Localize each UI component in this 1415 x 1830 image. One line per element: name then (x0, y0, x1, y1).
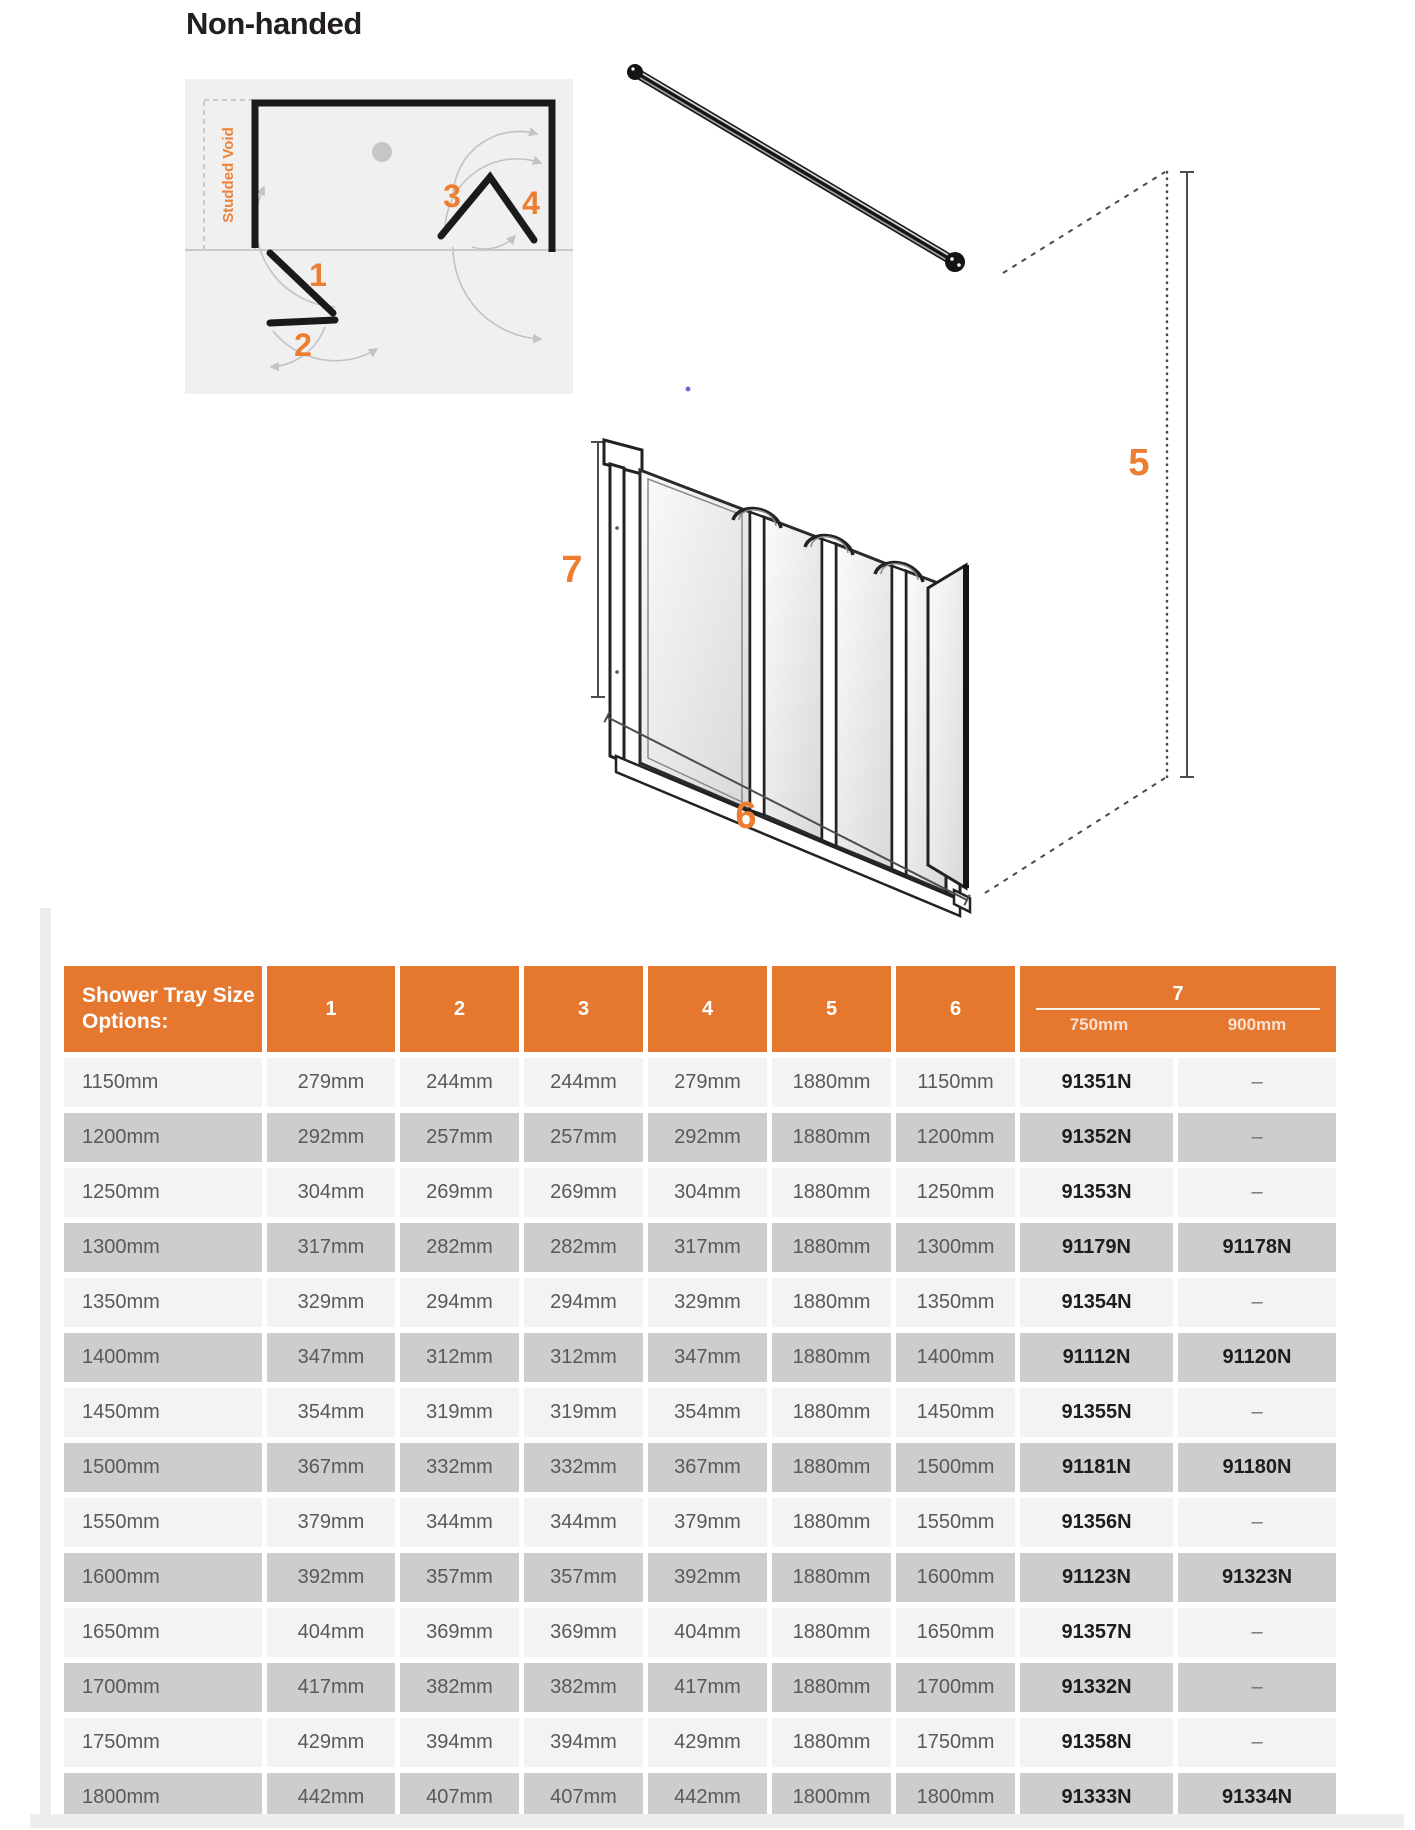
dimension-cell: 332mm (524, 1443, 643, 1492)
row-size-label: 1150mm (64, 1058, 262, 1107)
dimension-cell: 279mm (648, 1058, 767, 1107)
dimension-cell: 319mm (400, 1388, 519, 1437)
part-number-cell: 91178N (1178, 1223, 1336, 1272)
dimension-cell: 382mm (524, 1663, 643, 1712)
part-number-cell: – (1178, 1113, 1336, 1162)
folding-screen (604, 387, 970, 917)
isometric-drawing (550, 50, 1210, 920)
dimension-cell: 1880mm (772, 1223, 891, 1272)
dimension-cell: 429mm (648, 1718, 767, 1767)
dimension-cell: 347mm (267, 1333, 395, 1382)
table-row (64, 1718, 1336, 1767)
dimension-cell: 312mm (400, 1333, 519, 1382)
header-col-6: 6 (896, 966, 1015, 1052)
dimension-cell: 369mm (400, 1608, 519, 1657)
part-number-cell: 91112N (1020, 1333, 1173, 1382)
header-col-1: 1 (267, 966, 395, 1052)
panel-4-label: 4 (522, 185, 540, 221)
dimension-cell: 292mm (648, 1113, 767, 1162)
part-number-cell: – (1178, 1663, 1336, 1712)
header-col-7-divider (1036, 1008, 1320, 1010)
dimension-cell: 1550mm (896, 1498, 1015, 1547)
row-size-label: 1750mm (64, 1718, 262, 1767)
dimension-cell: 347mm (648, 1333, 767, 1382)
part-number-cell: – (1178, 1718, 1336, 1767)
page-edge-strip-bottom (30, 1814, 1404, 1828)
spec-table (64, 966, 1336, 1822)
studded-void-label: Studded Void (219, 127, 237, 223)
table-row (64, 1278, 1336, 1327)
panel-1-label: 1 (309, 257, 327, 293)
row-size-label: 1300mm (64, 1223, 262, 1272)
part-number-cell: 91357N (1020, 1608, 1173, 1657)
dimension-5-label: 5 (1128, 442, 1150, 484)
top-rail (627, 64, 965, 272)
dimension-cell: 344mm (524, 1498, 643, 1547)
dimension-cell: 1880mm (772, 1113, 891, 1162)
header-col-2: 2 (400, 966, 519, 1052)
panel-2-line (270, 320, 335, 323)
header-col-3: 3 (524, 966, 643, 1052)
dimension-line-7 (591, 442, 605, 697)
part-number-cell: – (1178, 1388, 1336, 1437)
part-number-cell: 91356N (1020, 1498, 1173, 1547)
part-number-cell: 91179N (1020, 1223, 1173, 1272)
dimension-cell: 329mm (267, 1278, 395, 1327)
part-number-cell: 91358N (1020, 1718, 1173, 1767)
dimension-cell: 1880mm (772, 1333, 891, 1382)
side-panel (928, 565, 966, 888)
table-row (64, 1333, 1336, 1382)
stray-dot (686, 387, 691, 392)
part-number-cell: – (1178, 1498, 1336, 1547)
dimension-7-label: 7 (561, 549, 583, 591)
part-number-cell: 91354N (1020, 1278, 1173, 1327)
dimension-cell: 394mm (524, 1718, 643, 1767)
dimension-cell: 1200mm (896, 1113, 1015, 1162)
part-number-cell: – (1178, 1168, 1336, 1217)
table-row (64, 1168, 1336, 1217)
table-row (64, 1388, 1336, 1437)
dimension-cell: 1500mm (896, 1443, 1015, 1492)
dimension-cell: 1880mm (772, 1553, 891, 1602)
shower-drain-icon (372, 142, 392, 162)
part-number-cell: 91334N (1178, 1773, 1336, 1822)
row-size-label: 1500mm (64, 1443, 262, 1492)
dimension-cell: 357mm (524, 1553, 643, 1602)
dimension-cell: 319mm (524, 1388, 643, 1437)
dimension-cell: 332mm (400, 1443, 519, 1492)
row-size-label: 1350mm (64, 1278, 262, 1327)
table-row (64, 1663, 1336, 1712)
dimension-cell: 1450mm (896, 1388, 1015, 1437)
table-body (64, 1058, 1336, 1822)
dimension-cell: 392mm (267, 1553, 395, 1602)
dimension-cell: 404mm (267, 1608, 395, 1657)
table-header-row (64, 966, 1336, 1052)
dimension-cell: 367mm (648, 1443, 767, 1492)
dimension-cell: 407mm (524, 1773, 643, 1822)
dimension-cell: 1800mm (772, 1773, 891, 1822)
dimension-cell: 344mm (400, 1498, 519, 1547)
part-number-cell: 91332N (1020, 1663, 1173, 1712)
plan-view-diagram (185, 79, 573, 394)
construction-lines (985, 172, 1167, 893)
dimension-cell: 1880mm (772, 1388, 891, 1437)
row-size-label: 1700mm (64, 1663, 262, 1712)
dimension-cell: 1800mm (896, 1773, 1015, 1822)
row-size-label: 1550mm (64, 1498, 262, 1547)
dimension-cell: 1880mm (772, 1663, 891, 1712)
part-number-cell: 91353N (1020, 1168, 1173, 1217)
header-col-7-750mm: 750mm (1069, 1014, 1129, 1034)
dimension-cell: 1880mm (772, 1168, 891, 1217)
dimension-cell: 379mm (267, 1498, 395, 1547)
dimension-cell: 379mm (648, 1498, 767, 1547)
row-size-label: 1200mm (64, 1113, 262, 1162)
dimension-cell: 369mm (524, 1608, 643, 1657)
part-number-cell: 91352N (1020, 1113, 1173, 1162)
dimension-cell: 1250mm (896, 1168, 1015, 1217)
table-row (64, 1223, 1336, 1272)
dimension-cell: 244mm (524, 1058, 643, 1107)
header-size-options: Shower Tray Size Options: (64, 966, 262, 1052)
dimension-cell: 312mm (524, 1333, 643, 1382)
dimension-cell: 382mm (400, 1663, 519, 1712)
row-size-label: 1800mm (64, 1773, 262, 1822)
header-col-4: 4 (648, 966, 767, 1052)
dimension-cell: 1700mm (896, 1663, 1015, 1712)
dimension-cell: 1400mm (896, 1333, 1015, 1382)
dimension-cell: 1600mm (896, 1553, 1015, 1602)
part-number-cell: 91355N (1020, 1388, 1173, 1437)
page-title: Non-handed (186, 6, 362, 41)
dimension-cell: 404mm (648, 1608, 767, 1657)
dimension-cell: 1880mm (772, 1278, 891, 1327)
row-size-label: 1400mm (64, 1333, 262, 1382)
table-row (64, 1113, 1336, 1162)
dimension-cell: 317mm (648, 1223, 767, 1272)
dimension-cell: 294mm (400, 1278, 519, 1327)
dimension-cell: 429mm (267, 1718, 395, 1767)
dimension-cell: 1880mm (772, 1058, 891, 1107)
dimension-cell: 394mm (400, 1718, 519, 1767)
dimension-cell: 1880mm (772, 1443, 891, 1492)
page-edge-strip-left (40, 908, 51, 1814)
dimension-cell: 1880mm (772, 1718, 891, 1767)
part-number-cell: – (1178, 1608, 1336, 1657)
dimension-cell: 269mm (524, 1168, 643, 1217)
dimension-cell: 1650mm (896, 1608, 1015, 1657)
dimension-cell: 367mm (267, 1443, 395, 1492)
dimension-cell: 1880mm (772, 1498, 891, 1547)
dimension-cell: 304mm (267, 1168, 395, 1217)
dimension-cell: 257mm (400, 1113, 519, 1162)
part-number-cell: 91181N (1020, 1443, 1173, 1492)
dimension-cell: 282mm (400, 1223, 519, 1272)
part-number-cell: – (1178, 1058, 1336, 1107)
dimension-cell: 279mm (267, 1058, 395, 1107)
table-row (64, 1498, 1336, 1547)
table-row (64, 1443, 1336, 1492)
dimension-cell: 329mm (648, 1278, 767, 1327)
dimension-line-5 (1180, 172, 1194, 777)
header-col-7-900mm: 900mm (1227, 1014, 1287, 1034)
dimension-cell: 257mm (524, 1113, 643, 1162)
part-number-cell: 91180N (1178, 1443, 1336, 1492)
row-size-label: 1450mm (64, 1388, 262, 1437)
table-row (64, 1608, 1336, 1657)
part-number-cell: 91333N (1020, 1773, 1173, 1822)
panel-3-label: 3 (443, 178, 461, 214)
dimension-cell: 1300mm (896, 1223, 1015, 1272)
dimension-cell: 417mm (648, 1663, 767, 1712)
dimension-cell: 392mm (648, 1553, 767, 1602)
header-col-7-group (1020, 966, 1336, 1052)
dimension-cell: 282mm (524, 1223, 643, 1272)
row-size-label: 1250mm (64, 1168, 262, 1217)
table-row (64, 1058, 1336, 1107)
screen-panel-1 (640, 470, 750, 810)
row-size-label: 1600mm (64, 1553, 262, 1602)
screen-panel-2 (764, 517, 822, 840)
dimension-cell: 417mm (267, 1663, 395, 1712)
panel-2-label: 2 (294, 327, 312, 363)
dimension-cell: 1350mm (896, 1278, 1015, 1327)
dimension-cell: 244mm (400, 1058, 519, 1107)
dimension-cell: 294mm (524, 1278, 643, 1327)
dimension-cell: 354mm (648, 1388, 767, 1437)
part-number-cell: 91123N (1020, 1553, 1173, 1602)
dimension-cell: 317mm (267, 1223, 395, 1272)
dimension-cell: 1150mm (896, 1058, 1015, 1107)
header-col-7: 7 (1172, 982, 1184, 1005)
part-number-cell: 91351N (1020, 1058, 1173, 1107)
part-number-cell: 91120N (1178, 1333, 1336, 1382)
part-number-cell: 91323N (1178, 1553, 1336, 1602)
dimension-cell: 354mm (267, 1388, 395, 1437)
dimension-cell: 1880mm (772, 1608, 891, 1657)
dimension-cell: 269mm (400, 1168, 519, 1217)
dimension-cell: 304mm (648, 1168, 767, 1217)
dimension-cell: 442mm (648, 1773, 767, 1822)
row-size-label: 1650mm (64, 1608, 262, 1657)
table-row (64, 1553, 1336, 1602)
dimension-6-label: 6 (735, 795, 757, 837)
header-col-5: 5 (772, 966, 891, 1052)
part-number-cell: – (1178, 1278, 1336, 1327)
dimension-cell: 357mm (400, 1553, 519, 1602)
screen-panel-3 (836, 544, 892, 869)
dimension-cell: 442mm (267, 1773, 395, 1822)
dimension-cell: 292mm (267, 1113, 395, 1162)
dimension-cell: 407mm (400, 1773, 519, 1822)
dimension-cell: 1750mm (896, 1718, 1015, 1767)
